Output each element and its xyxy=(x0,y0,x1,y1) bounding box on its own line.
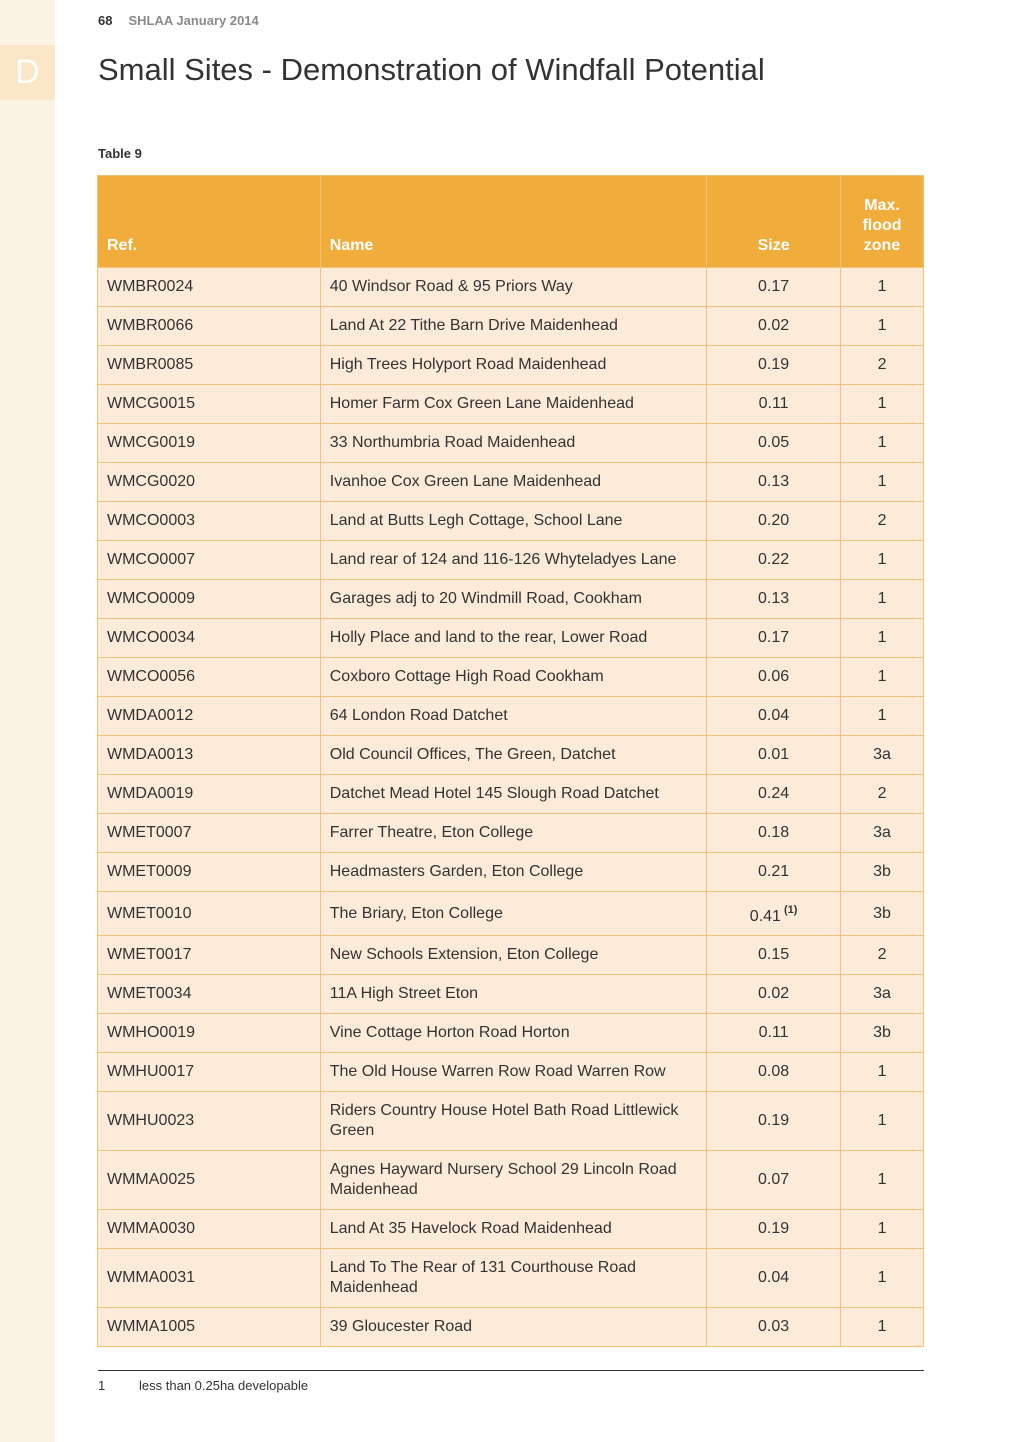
table-row xyxy=(98,775,924,814)
table-row xyxy=(98,936,924,975)
cell-flood-zone xyxy=(841,1014,924,1053)
cell-flood-zone xyxy=(841,975,924,1014)
cell-name xyxy=(320,775,706,814)
cell-flood-zone-value: 1 xyxy=(877,1269,887,1286)
cell-name-value: 33 Northumbria Road Maidenhead xyxy=(329,434,576,451)
cell-name xyxy=(320,1092,706,1151)
cell-name-value: Homer Farm Cox Green Lane Maidenhead xyxy=(329,395,634,412)
cell-name xyxy=(320,736,706,775)
cell-size-value: 0.41 xyxy=(749,908,781,925)
cell-size xyxy=(707,346,841,385)
cell-size xyxy=(707,1092,841,1151)
cell-size-value: 0.15 xyxy=(758,946,790,963)
cell-flood-zone-value: 3a xyxy=(873,985,891,1002)
cell-name-value: Land at Butts Legh Cottage, School Lane xyxy=(329,512,623,529)
cell-flood-zone-value: 1 xyxy=(877,551,887,568)
footnote-text: less than 0.25ha developable xyxy=(139,1378,309,1393)
cell-flood-zone-value: 1 xyxy=(877,1063,887,1080)
table-row xyxy=(98,385,924,424)
cell-name-value: Land To The Rear of 131 Courthouse Road Maidenhead xyxy=(329,1259,637,1296)
cell-flood-zone xyxy=(841,775,924,814)
cell-ref xyxy=(98,580,321,619)
cell-ref xyxy=(98,268,321,307)
cell-flood-zone-value: 2 xyxy=(877,356,887,373)
cell-ref-value: WMET0034 xyxy=(107,985,192,1002)
table-row xyxy=(98,1210,924,1249)
cell-name xyxy=(320,502,706,541)
cell-name xyxy=(320,268,706,307)
cell-size-value: 0.24 xyxy=(758,785,790,802)
cell-ref-value: WMMA1005 xyxy=(107,1318,196,1335)
cell-ref xyxy=(98,619,321,658)
cell-flood-zone-value: 2 xyxy=(877,512,887,529)
cell-size xyxy=(707,697,841,736)
cell-size xyxy=(707,502,841,541)
cell-size xyxy=(707,975,841,1014)
cell-size xyxy=(707,1210,841,1249)
cell-flood-zone-value: 1 xyxy=(877,1112,887,1129)
cell-name-value: Coxboro Cottage High Road Cookham xyxy=(329,668,604,685)
table-row xyxy=(98,1151,924,1210)
cell-size xyxy=(707,1014,841,1053)
cell-ref-value: WMMA0030 xyxy=(107,1220,196,1237)
cell-name xyxy=(320,619,706,658)
cell-size xyxy=(707,658,841,697)
cell-ref xyxy=(98,502,321,541)
cell-name-value: Farrer Theatre, Eton College xyxy=(329,824,534,841)
column-header-ref: Ref. xyxy=(98,176,321,268)
table-row xyxy=(98,1308,924,1347)
cell-name-value: Ivanhoe Cox Green Lane Maidenhead xyxy=(329,473,602,490)
cell-size-value: 0.07 xyxy=(758,1171,790,1188)
cell-flood-zone xyxy=(841,268,924,307)
cell-name xyxy=(320,1151,706,1210)
cell-size xyxy=(707,463,841,502)
cell-ref-value: WMMA0031 xyxy=(107,1269,196,1286)
cell-name-value: New Schools Extension, Eton College xyxy=(329,946,599,963)
table-row xyxy=(98,853,924,892)
cell-ref xyxy=(98,1014,321,1053)
cell-name-value: The Briary, Eton College xyxy=(329,904,503,922)
cell-name xyxy=(320,346,706,385)
cell-name-value: 64 London Road Datchet xyxy=(329,707,508,724)
cell-flood-zone xyxy=(841,1249,924,1308)
cell-ref xyxy=(98,697,321,736)
cell-name-value: Holly Place and land to the rear, Lower Road xyxy=(329,629,648,646)
cell-flood-zone xyxy=(841,502,924,541)
cell-size-value: 0.08 xyxy=(758,1063,790,1080)
cell-name-value: Vine Cottage Horton Road Horton xyxy=(329,1024,570,1041)
table-row xyxy=(98,1092,924,1151)
cell-flood-zone xyxy=(841,697,924,736)
cell-ref-value: WMBR0024 xyxy=(107,278,194,295)
cell-flood-zone xyxy=(841,658,924,697)
sites-table xyxy=(97,175,924,1347)
cell-size-value: 0.19 xyxy=(758,1112,790,1129)
cell-flood-zone xyxy=(841,853,924,892)
cell-size xyxy=(707,424,841,463)
cell-flood-zone-value: 1 xyxy=(877,1171,887,1188)
cell-ref-value: WMET0017 xyxy=(107,946,192,963)
cell-ref-value: WMET0010 xyxy=(107,904,192,922)
column-header-name: Name xyxy=(320,176,706,268)
cell-flood-zone xyxy=(841,307,924,346)
cell-size xyxy=(707,814,841,853)
cell-size xyxy=(707,619,841,658)
footnote-divider xyxy=(98,1370,924,1371)
cell-size-value: 0.02 xyxy=(758,317,790,334)
cell-ref xyxy=(98,424,321,463)
cell-flood-zone xyxy=(841,736,924,775)
cell-ref-value: WMDA0013 xyxy=(107,746,194,763)
table-row xyxy=(98,268,924,307)
cell-ref-value: WMCO0003 xyxy=(107,512,196,529)
table-row xyxy=(98,658,924,697)
cell-name-value: Land At 22 Tithe Barn Drive Maidenhead xyxy=(329,317,618,334)
cell-ref xyxy=(98,775,321,814)
cell-ref xyxy=(98,736,321,775)
cell-size-value: 0.03 xyxy=(758,1318,790,1335)
cell-flood-zone xyxy=(841,936,924,975)
cell-name xyxy=(320,814,706,853)
cell-size-value: 0.22 xyxy=(758,551,790,568)
cell-size-value: 0.18 xyxy=(758,824,790,841)
footnote-marker: (1) xyxy=(783,904,798,916)
cell-flood-zone xyxy=(841,424,924,463)
table-row xyxy=(98,307,924,346)
table-row xyxy=(98,346,924,385)
cell-ref xyxy=(98,1308,321,1347)
table-row xyxy=(98,463,924,502)
cell-size-value: 0.19 xyxy=(758,356,790,373)
cell-ref-value: WMCG0019 xyxy=(107,434,196,451)
cell-name-value: 11A High Street Eton xyxy=(329,985,478,1002)
cell-name xyxy=(320,658,706,697)
cell-size-value: 0.11 xyxy=(758,395,789,412)
document-title: SHLAA January 2014 xyxy=(128,13,259,28)
cell-name xyxy=(320,975,706,1014)
cell-flood-zone-value: 3a xyxy=(873,746,891,763)
cell-flood-zone-value: 3a xyxy=(873,824,891,841)
cell-ref-value: WMDA0019 xyxy=(107,785,194,802)
cell-size xyxy=(707,1053,841,1092)
cell-name-value: 40 Windsor Road & 95 Priors Way xyxy=(329,278,573,295)
cell-name-value: High Trees Holyport Road Maidenhead xyxy=(329,356,607,373)
cell-size-value: 0.04 xyxy=(758,707,790,724)
table-row xyxy=(98,502,924,541)
section-tab: D xyxy=(0,45,55,100)
cell-ref-value: WMHU0023 xyxy=(107,1112,195,1129)
cell-name xyxy=(320,936,706,975)
page-title: Small Sites - Demonstration of Windfall Potential xyxy=(98,52,765,87)
cell-ref-value: WMMA0025 xyxy=(107,1171,196,1188)
cell-size-value: 0.20 xyxy=(758,512,790,529)
cell-flood-zone xyxy=(841,1053,924,1092)
cell-ref xyxy=(98,892,321,936)
cell-size xyxy=(707,580,841,619)
cell-name-value: Headmasters Garden, Eton College xyxy=(329,863,584,880)
cell-name xyxy=(320,1014,706,1053)
cell-flood-zone xyxy=(841,346,924,385)
cell-size xyxy=(707,1151,841,1210)
cell-flood-zone xyxy=(841,1151,924,1210)
column-header-flood-zone xyxy=(841,176,924,268)
cell-size xyxy=(707,936,841,975)
cell-ref-value: WMBR0066 xyxy=(107,317,194,334)
cell-flood-zone xyxy=(841,892,924,936)
cell-ref-value: WMCO0009 xyxy=(107,590,196,607)
table-row xyxy=(98,619,924,658)
cell-ref xyxy=(98,936,321,975)
cell-flood-zone-value: 1 xyxy=(877,434,887,451)
cell-name-value: Land At 35 Havelock Road Maidenhead xyxy=(329,1220,612,1237)
table-row xyxy=(98,541,924,580)
cell-flood-zone-value: 2 xyxy=(877,946,887,963)
cell-size-value: 0.02 xyxy=(758,985,790,1002)
cell-ref xyxy=(98,307,321,346)
cell-size xyxy=(707,736,841,775)
cell-name-value: Land rear of 124 and 116-126 Whyteladyes Lane xyxy=(329,551,677,568)
cell-flood-zone-value: 2 xyxy=(877,785,887,802)
cell-ref xyxy=(98,1249,321,1308)
cell-name-value: Old Council Offices, The Green, Datchet xyxy=(329,746,616,763)
cell-name xyxy=(320,463,706,502)
cell-flood-zone-value: 3b xyxy=(873,863,891,880)
cell-ref xyxy=(98,385,321,424)
cell-flood-zone xyxy=(841,619,924,658)
table-row xyxy=(98,1014,924,1053)
footnote-number: 1 xyxy=(98,1378,106,1393)
table-row xyxy=(98,1249,924,1308)
table-header-row xyxy=(98,176,924,268)
table-row xyxy=(98,975,924,1014)
cell-flood-zone-value: 1 xyxy=(877,668,887,685)
table-row xyxy=(98,736,924,775)
cell-size xyxy=(707,1308,841,1347)
cell-flood-zone xyxy=(841,463,924,502)
cell-flood-zone xyxy=(841,385,924,424)
cell-ref-value: WMCO0007 xyxy=(107,551,196,568)
cell-ref xyxy=(98,1092,321,1151)
cell-size xyxy=(707,307,841,346)
cell-name xyxy=(320,1053,706,1092)
cell-flood-zone xyxy=(841,1308,924,1347)
cell-flood-zone-value: 3b xyxy=(873,1024,891,1041)
cell-ref-value: WMHO0019 xyxy=(107,1024,196,1041)
cell-ref xyxy=(98,814,321,853)
cell-name xyxy=(320,385,706,424)
table-row xyxy=(98,892,924,936)
cell-flood-zone xyxy=(841,814,924,853)
cell-ref xyxy=(98,1210,321,1249)
flood-header-line-2: flood xyxy=(862,217,902,234)
cell-ref-value: WMET0007 xyxy=(107,824,192,841)
cell-name xyxy=(320,424,706,463)
cell-ref xyxy=(98,541,321,580)
table-label: Table 9 xyxy=(98,146,142,161)
cell-size-value: 0.19 xyxy=(758,1220,790,1237)
flood-header-line-3: zone xyxy=(863,237,901,254)
cell-size-value: 0.06 xyxy=(758,668,790,685)
cell-flood-zone-value: 1 xyxy=(877,317,887,334)
cell-name-value: The Old House Warren Row Road Warren Row xyxy=(329,1063,666,1080)
cell-flood-zone-value: 1 xyxy=(877,629,887,646)
cell-ref xyxy=(98,658,321,697)
cell-name xyxy=(320,892,706,936)
cell-ref-value: WMET0009 xyxy=(107,863,192,880)
cell-flood-zone-value: 3b xyxy=(873,904,891,922)
cell-flood-zone xyxy=(841,1210,924,1249)
cell-name-value: Datchet Mead Hotel 145 Slough Road Datchet xyxy=(329,785,659,802)
cell-size xyxy=(707,1249,841,1308)
cell-flood-zone-value: 1 xyxy=(877,707,887,724)
cell-ref xyxy=(98,463,321,502)
table-row xyxy=(98,424,924,463)
cell-name xyxy=(320,853,706,892)
cell-size xyxy=(707,541,841,580)
cell-ref xyxy=(98,346,321,385)
cell-size xyxy=(707,853,841,892)
flood-header-line-1: Max. xyxy=(864,197,900,214)
cell-ref-value: WMCO0056 xyxy=(107,668,196,685)
cell-ref-value: WMCG0015 xyxy=(107,395,196,412)
cell-name xyxy=(320,1308,706,1347)
cell-size xyxy=(707,268,841,307)
page-number: 68 xyxy=(98,13,113,28)
cell-ref-value: WMDA0012 xyxy=(107,707,194,724)
cell-size-value: 0.01 xyxy=(758,746,790,763)
cell-ref xyxy=(98,1151,321,1210)
table-row xyxy=(98,814,924,853)
cell-size-value: 0.21 xyxy=(758,863,790,880)
cell-name-value: Garages adj to 20 Windmill Road, Cookham xyxy=(329,590,642,607)
cell-name xyxy=(320,541,706,580)
cell-flood-zone-value: 1 xyxy=(877,278,887,295)
cell-flood-zone xyxy=(841,541,924,580)
cell-name-value: Agnes Hayward Nursery School 29 Lincoln Road Maidenhead xyxy=(329,1161,677,1198)
cell-name xyxy=(320,1210,706,1249)
cell-name xyxy=(320,580,706,619)
cell-size-value: 0.17 xyxy=(758,629,790,646)
cell-ref-value: WMCO0034 xyxy=(107,629,196,646)
running-header xyxy=(98,13,259,28)
cell-size-value: 0.05 xyxy=(758,434,790,451)
cell-ref-value: WMBR0085 xyxy=(107,356,194,373)
cell-name-value: Riders Country House Hotel Bath Road Littlewick Green xyxy=(329,1102,679,1139)
cell-flood-zone-value: 1 xyxy=(877,1318,887,1335)
column-header-size: Size xyxy=(707,176,841,268)
cell-ref-value: WMHU0017 xyxy=(107,1063,195,1080)
table-row xyxy=(98,697,924,736)
cell-name xyxy=(320,1249,706,1308)
cell-name xyxy=(320,307,706,346)
cell-size-value: 0.17 xyxy=(758,278,790,295)
section-side-strip xyxy=(0,0,55,1442)
cell-size xyxy=(707,892,841,936)
cell-ref xyxy=(98,1053,321,1092)
footnote xyxy=(98,1378,308,1393)
table-row xyxy=(98,580,924,619)
cell-ref xyxy=(98,975,321,1014)
cell-size-value: 0.13 xyxy=(758,590,790,607)
table-row xyxy=(98,1053,924,1092)
cell-name-value: 39 Gloucester Road xyxy=(329,1318,473,1335)
cell-size-value: 0.13 xyxy=(758,473,790,490)
cell-size-value: 0.11 xyxy=(758,1024,789,1041)
cell-size-value: 0.04 xyxy=(758,1269,790,1286)
cell-ref-value: WMCG0020 xyxy=(107,473,196,490)
cell-flood-zone-value: 1 xyxy=(877,473,887,490)
cell-flood-zone xyxy=(841,1092,924,1151)
cell-ref xyxy=(98,853,321,892)
cell-size xyxy=(707,775,841,814)
cell-flood-zone-value: 1 xyxy=(877,590,887,607)
cell-flood-zone-value: 1 xyxy=(877,395,887,412)
cell-name xyxy=(320,697,706,736)
cell-flood-zone-value: 1 xyxy=(877,1220,887,1237)
cell-size xyxy=(707,385,841,424)
cell-flood-zone xyxy=(841,580,924,619)
